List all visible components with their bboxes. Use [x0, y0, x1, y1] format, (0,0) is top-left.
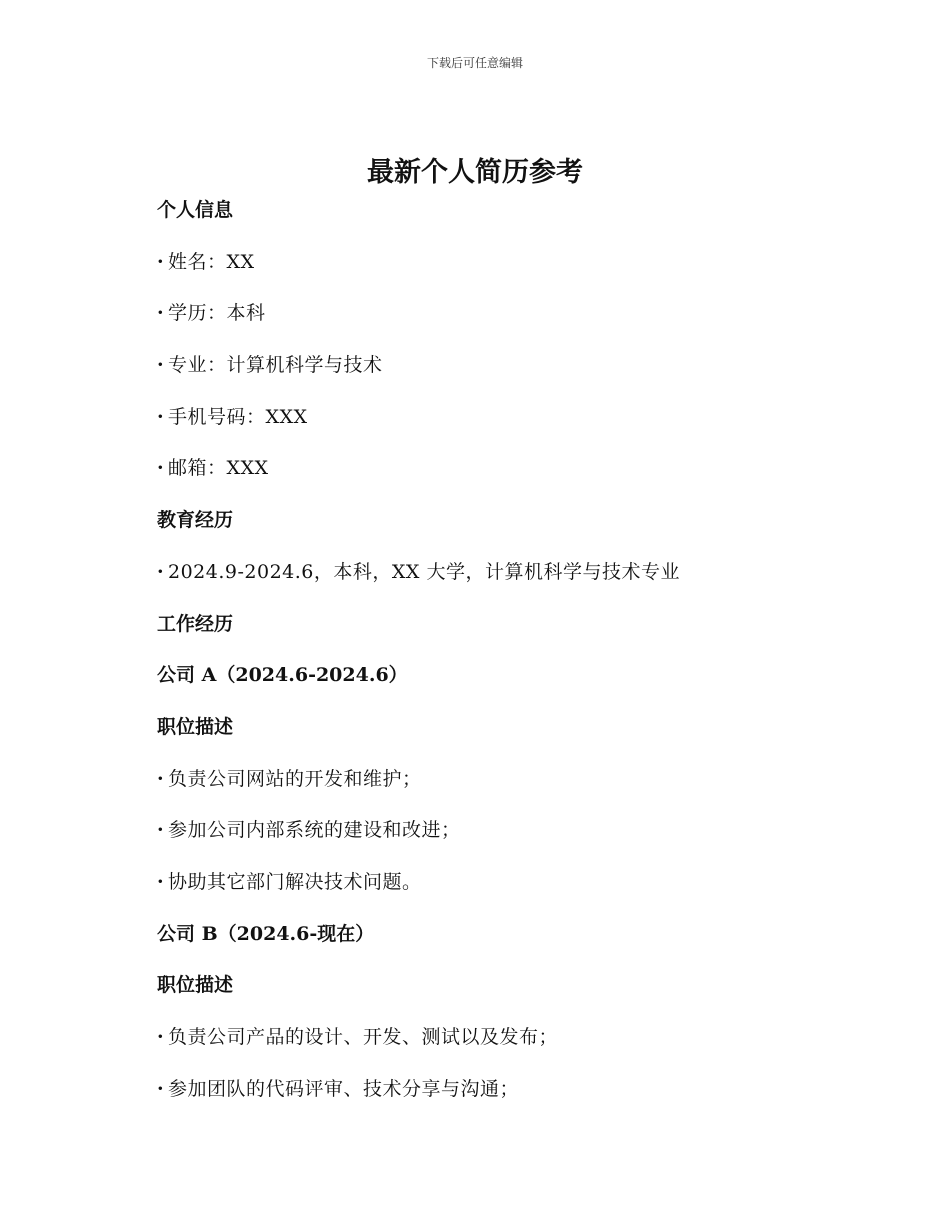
bullet: ·	[157, 767, 165, 790]
bullet: ·	[157, 819, 165, 842]
list-item-education	[157, 557, 857, 609]
page-header-note: 下载后可任意编辑	[426, 56, 523, 70]
list-item-education-level	[157, 298, 857, 350]
list-item-text: 姓名：XX	[168, 250, 255, 273]
list-item-text: 手机号码：XXX	[168, 405, 308, 428]
resume-body	[157, 195, 857, 1125]
list-item-text: 学历：本科	[168, 302, 266, 325]
list-item-text: 负责公司网站的开发和维护；	[168, 767, 422, 790]
section-heading-personal-info: 个人信息	[157, 199, 234, 221]
bullet: ·	[157, 250, 165, 273]
bullet: ·	[157, 1026, 165, 1048]
company-b-desc-heading: 职位描述	[157, 974, 234, 997]
list-item	[157, 867, 857, 919]
bullet: ·	[157, 870, 165, 893]
bullet: ·	[157, 1077, 165, 1100]
bullet: ·	[157, 457, 165, 480]
bullet: ·	[157, 354, 165, 377]
company-a-heading: 公司 A（2024.6-2024.6）	[157, 664, 408, 687]
list-item-name	[157, 247, 857, 299]
list-item	[157, 1022, 857, 1074]
list-item-phone	[157, 402, 857, 454]
document-title: 最新个人简历参考	[367, 157, 583, 188]
list-item-text: 参加公司内部系统的建设和改进；	[168, 819, 461, 842]
list-item-text: 协助其它部门解决技术问题。	[168, 870, 422, 893]
list-item-major	[157, 350, 857, 402]
list-item	[157, 815, 857, 867]
list-item-text: 专业：计算机科学与技术	[168, 354, 383, 377]
list-item	[157, 764, 857, 816]
list-item-email	[157, 453, 857, 505]
bullet: ·	[157, 302, 165, 325]
list-item-text: 2024.9-2024.6，本科，XX 大学，计算机科学与技术专业	[168, 560, 680, 583]
section-heading-work: 工作经历	[157, 612, 234, 635]
bullet: ·	[157, 405, 165, 428]
list-item-text: 负责公司产品的设计、开发、测试以及发布；	[168, 1026, 559, 1048]
list-item-text: 邮箱：XXX	[168, 457, 269, 480]
company-a-desc-heading: 职位描述	[157, 715, 234, 738]
section-heading-education: 教育经历	[157, 509, 234, 532]
bullet: ·	[157, 560, 165, 583]
list-item	[157, 1074, 857, 1126]
list-item-text: 参加团队的代码评审、技术分享与沟通；	[168, 1077, 520, 1100]
company-b-heading: 公司 B（2024.6-现在）	[157, 922, 375, 945]
